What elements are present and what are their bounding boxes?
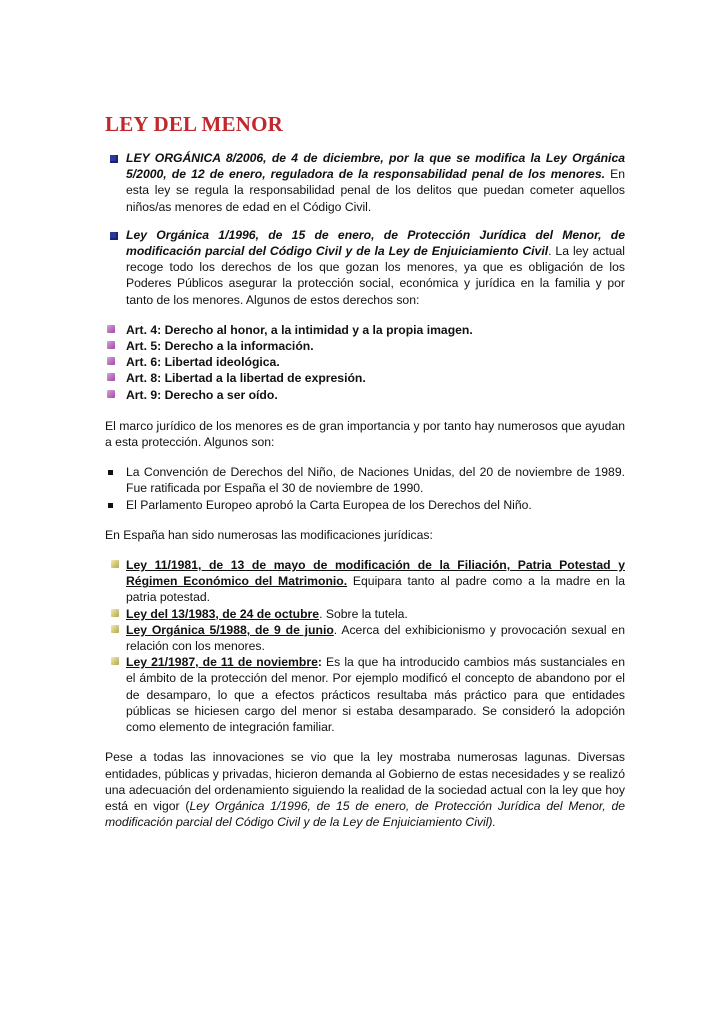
list-item: [105, 370, 625, 386]
final-citation: Ley Orgánica 1/1996, de 15 de enero, de Protección Jurídica del Menor, de modificación parcial del Código Civil y de la Ley de Enjuiciamiento Civil).: [105, 798, 625, 830]
list-item: [105, 622, 625, 654]
intro-law-list: [105, 150, 625, 308]
list-item: [105, 497, 625, 513]
law-description: . La ley actual recoge todo los derechos de los que gozan los menores, ya que es obligación de los Poderes Públicos asegurar la protección social, económica y jurídica en la familia y por tanto de los menores. Algunos de estos derechos son:: [126, 244, 626, 307]
small-square-bullet-icon: [108, 503, 113, 508]
law-name: Ley del 13/1983, de 24 de octubre: [126, 606, 320, 621]
convention-text: El Parlamento Europeo aprobó la Carta Europea de los Derechos del Niño.: [126, 497, 532, 512]
cube-bullet-icon: [111, 560, 119, 568]
diamond-bullet-icon: [107, 325, 115, 333]
law-description: Es la que ha introducido cambios más sustanciales en el ámbito de la protección del menor. Por ejemplo modificó el concepto de abandono por el de desamparo, lo que a efectos prácticos resultaba más práctico para que entidades públicas se hiciesen cargo del menor si estaba desamparado. Se consideró la adopción como elemento de integración familiar.: [126, 655, 625, 735]
article-text: Art. 5: Derecho a la información.: [126, 339, 314, 354]
article-text: Art. 8: Libertad a la libertad de expresión.: [126, 371, 366, 386]
law-name: LEY ORGÁNICA 8/2006, de 4 de diciembre, por la que se modifica la Ley Orgánica 5/2000, de 12 de enero, reguladora de la responsabilidad penal de los menores.: [126, 151, 625, 182]
square-bullet-icon: [110, 155, 118, 163]
list-item: [105, 322, 625, 338]
law-name: Ley Orgánica 1/1996, de 15 de enero, de Protección Jurídica del Menor, de modificación parcial del Código Civil y de la Ley de Enjuiciamiento Civil: [126, 227, 625, 259]
list-item: [105, 338, 625, 354]
law-description: . Sobre la tutela.: [319, 606, 408, 621]
small-square-bullet-icon: [108, 470, 113, 475]
rights-list: [105, 322, 625, 403]
paragraph-final: [105, 749, 625, 830]
list-item: [105, 557, 625, 606]
conventions-list: [105, 464, 625, 513]
law-name: Ley 21/1987, de 11 de noviembre: [126, 655, 318, 670]
paragraph-marco: El marco jurídico de los menores es de gran importancia y por tanto hay numerosos que ayudan a esta protección. Algunos son:: [105, 418, 625, 450]
article-text: Art. 9: Derecho a ser oído.: [126, 387, 278, 402]
diamond-bullet-icon: [107, 341, 115, 349]
list-item: [105, 654, 625, 735]
list-item: [105, 606, 625, 622]
diamond-bullet-icon: [107, 390, 115, 398]
page-title: LEY DEL MENOR: [105, 112, 284, 136]
diamond-bullet-icon: [107, 373, 115, 381]
list-item: [105, 150, 625, 215]
list-item: [105, 227, 625, 308]
final-text: Pese a todas las innovaciones se vio que la ley mostraba numerosas lagunas. Diversas entidades, públicas y privadas, hicieron demanda al Gobierno de estas necesidades y se realizó una adecuación del ordenamiento siguiendo la realidad de la sociedad actual con la ley que hoy está en vigor (: [105, 750, 625, 813]
paragraph-espana: En España han sido numerosas las modificaciones jurídicas:: [105, 527, 433, 542]
article-text: Art. 6: Libertad ideológica.: [126, 355, 280, 370]
cube-bullet-icon: [111, 625, 119, 633]
modifications-list: [105, 557, 625, 735]
cube-bullet-icon: [111, 609, 119, 617]
list-item: [105, 464, 625, 496]
list-item: [105, 387, 625, 403]
cube-bullet-icon: [111, 657, 119, 665]
article-text: Art. 4: Derecho al honor, a la intimidad y a la propia imagen.: [126, 322, 473, 337]
law-description: En esta ley se regula la responsabilidad penal de los delitos que puedan cometer aquellos niños/as menores de edad en el Código Civil.: [126, 167, 625, 214]
square-bullet-icon: [110, 232, 118, 240]
law-name: Ley 11/1981, de 13 de mayo de modificación de la Filiación, Patria Potestad y Régimen Económico del Matrimonio.: [126, 558, 625, 589]
convention-text: La Convención de Derechos del Niño, de Naciones Unidas, del 20 de noviembre de 1989. Fue ratificada por España el 30 de noviembre de 1990.: [126, 465, 625, 496]
law-description: Equipara tanto al padre como a la madre en la patria potestad.: [126, 574, 625, 605]
law-name: Ley Orgánica 5/1988, de 9 de junio: [126, 622, 334, 637]
document-page: [105, 112, 625, 844]
law-description: . Acerca del exhibicionismo y provocación sexual en relación con los menores.: [126, 622, 625, 654]
list-item: [105, 354, 625, 370]
law-colon: :: [317, 655, 322, 670]
diamond-bullet-icon: [107, 357, 115, 365]
